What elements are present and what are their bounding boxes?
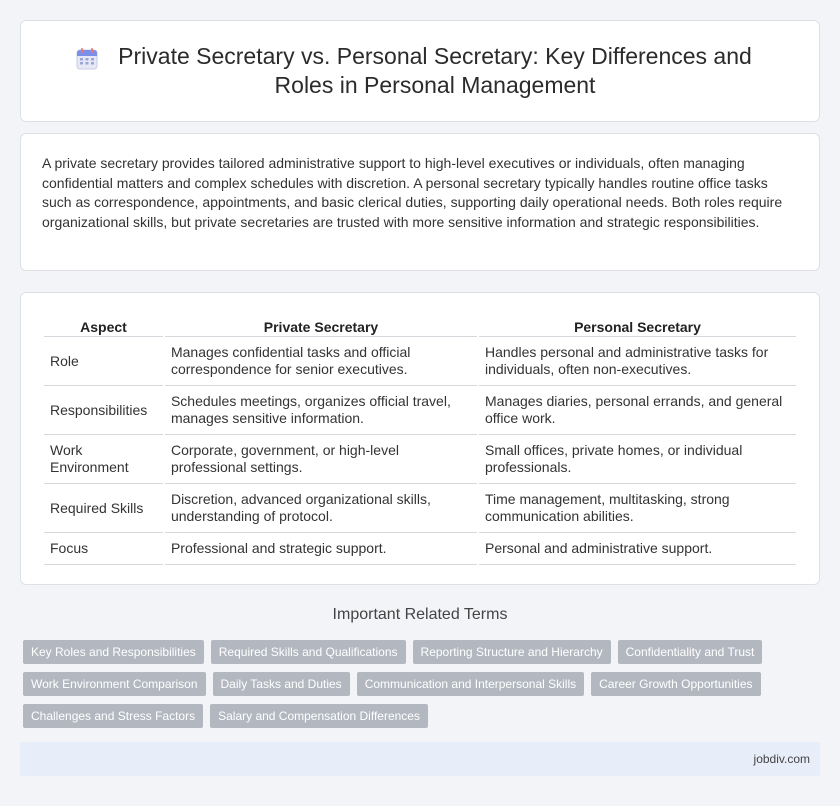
header-aspect: Aspect <box>44 315 163 337</box>
tag-reporting-structure[interactable]: Reporting Structure and Hierarchy <box>413 640 611 664</box>
tag-work-environment[interactable]: Work Environment Comparison <box>23 672 206 696</box>
tag-required-skills[interactable]: Required Skills and Qualifications <box>211 640 406 664</box>
intro-card <box>20 133 820 271</box>
table-row <box>44 386 796 435</box>
page-title: Private Secretary vs. Personal Secretary: Key Differences and Roles in Personal Management <box>118 43 752 98</box>
cell-personal: Handles personal and administrative tasks for individuals, often non-executives. <box>479 337 796 386</box>
cell-private: Corporate, government, or high-level professional settings. <box>165 435 477 484</box>
header-card <box>20 20 820 122</box>
table-row <box>44 533 796 565</box>
header-personal-secretary: Personal Secretary <box>479 315 796 337</box>
cell-private: Discretion, advanced organizational skills, understanding of protocol. <box>165 484 477 533</box>
cell-personal: Personal and administrative support. <box>479 533 796 565</box>
footer <box>20 742 820 776</box>
related-terms-list <box>23 640 783 736</box>
header-private-secretary: Private Secretary <box>165 315 477 337</box>
cell-aspect: Role <box>44 337 163 386</box>
comparison-table-card <box>20 292 820 585</box>
cell-private: Manages confidential tasks and official correspondence for senior executives. <box>165 337 477 386</box>
intro-paragraph: A private secretary provides tailored administrative support to high-level executives or individuals, often managing confidential matters and complex schedules with discretion. A personal secretary typically handles routine office tasks such as correspondence, appointments, and basic clerical duties, supporting daily operational needs. Both roles require organizational skills, but private secretaries are trusted with more sensitive information and strategic responsibilities. <box>42 155 783 230</box>
cell-personal: Time management, multitasking, strong communication abilities. <box>479 484 796 533</box>
cell-private: Schedules meetings, organizes official travel, manages sensitive information. <box>165 386 477 435</box>
cell-aspect: Focus <box>44 533 163 565</box>
tag-daily-tasks[interactable]: Daily Tasks and Duties <box>213 672 350 696</box>
cell-personal: Small offices, private homes, or individual professionals. <box>479 435 796 484</box>
cell-private: Professional and strategic support. <box>165 533 477 565</box>
tag-row <box>23 672 783 696</box>
cell-aspect: Required Skills <box>44 484 163 533</box>
tag-career-growth[interactable]: Career Growth Opportunities <box>591 672 760 696</box>
table-row <box>44 435 796 484</box>
table-row <box>44 484 796 533</box>
table-row <box>44 337 796 386</box>
cell-personal: Manages diaries, personal errands, and general office work. <box>479 386 796 435</box>
related-terms-title: Important Related Terms <box>332 606 508 623</box>
table-header-row <box>44 315 796 337</box>
footer-site-link[interactable]: jobdiv.com <box>753 752 810 766</box>
tag-salary-differences[interactable]: Salary and Compensation Differences <box>210 704 428 728</box>
cell-aspect: Work Environment <box>44 435 163 484</box>
tag-row <box>23 704 783 728</box>
cell-aspect: Responsibilities <box>44 386 163 435</box>
tag-communication-skills[interactable]: Communication and Interpersonal Skills <box>357 672 584 696</box>
tag-challenges-stress[interactable]: Challenges and Stress Factors <box>23 704 203 728</box>
tag-row <box>23 640 783 664</box>
tag-key-roles[interactable]: Key Roles and Responsibilities <box>23 640 204 664</box>
comparison-table <box>42 315 798 565</box>
tag-confidentiality[interactable]: Confidentiality and Trust <box>618 640 763 664</box>
